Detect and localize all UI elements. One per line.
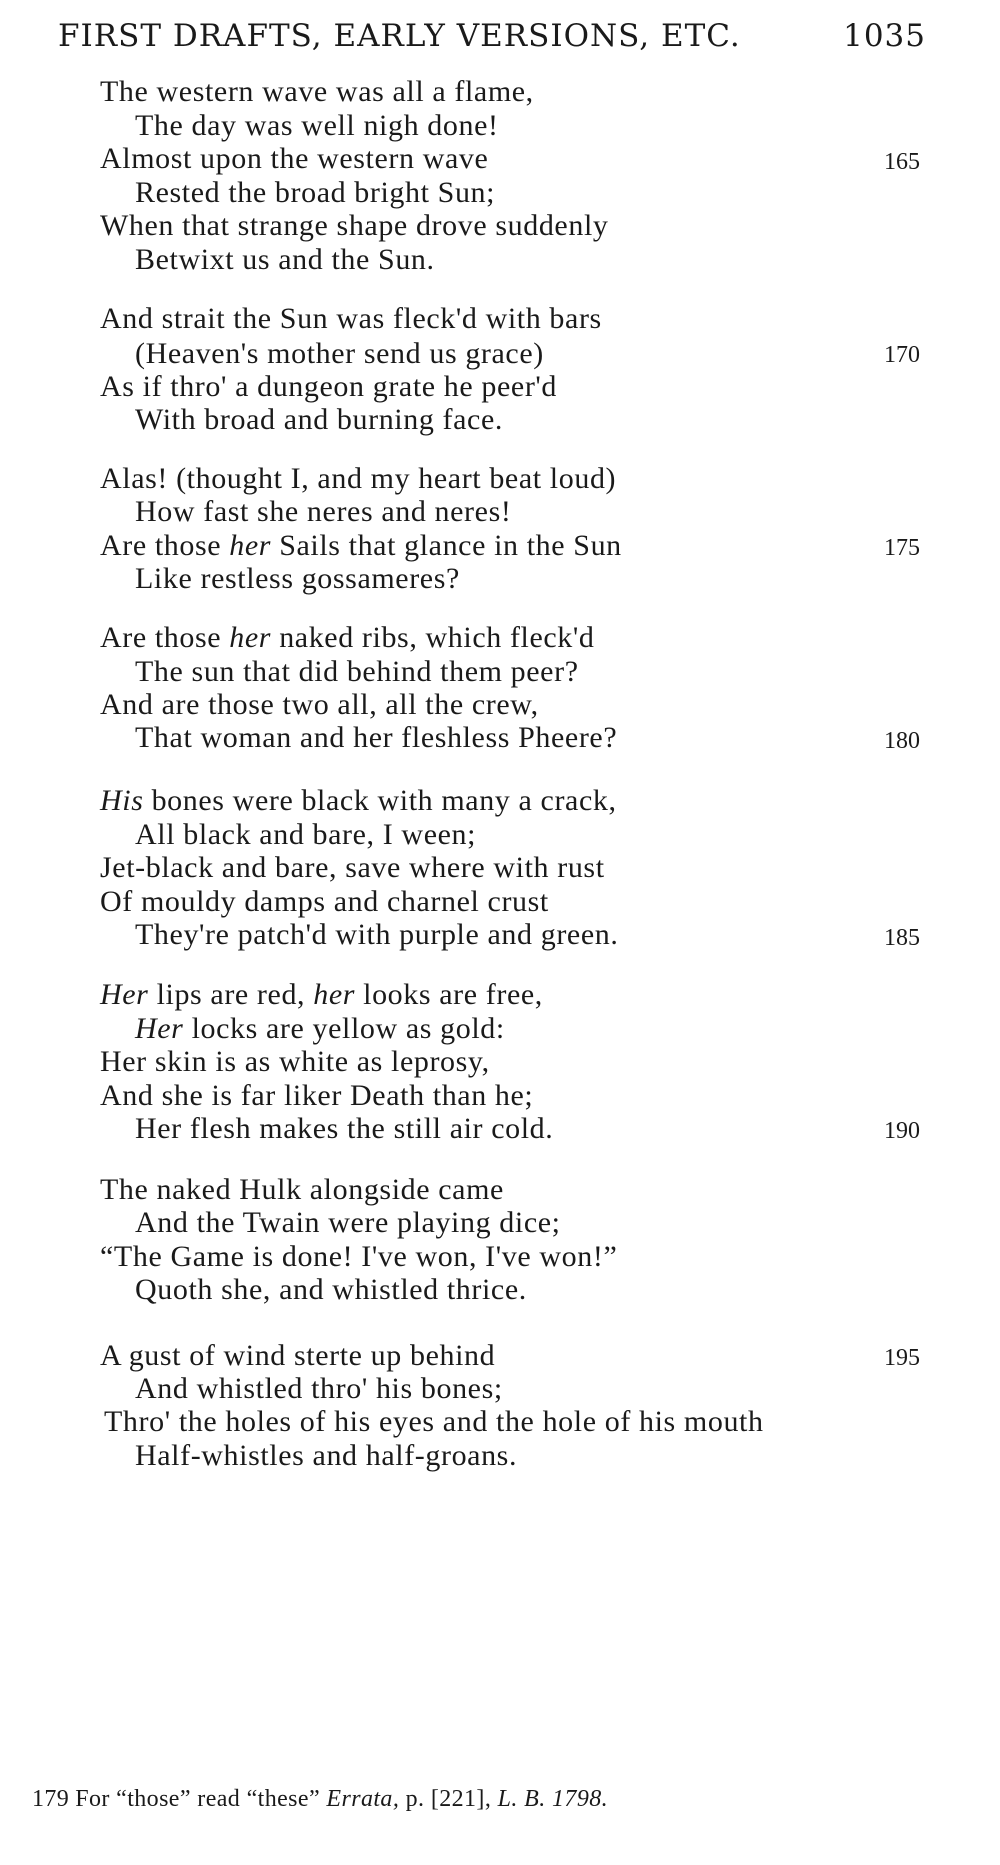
line-number: 190 <box>884 1118 920 1144</box>
poem-line: And the Twain were playing dice; <box>135 1206 561 1239</box>
footnote: 179 For “those” read “these” Errata, p. [221], L. B. 1798. <box>32 1786 609 1812</box>
running-header <box>58 18 938 54</box>
poem-line: Half-whistles and half-groans. <box>135 1439 518 1472</box>
poem-line: The day was well nigh done! <box>135 109 499 142</box>
poem-line: Thro' the holes of his eyes and the hole of his mouth <box>104 1405 764 1438</box>
poem-line: A gust of wind sterte up behind <box>100 1339 496 1372</box>
poem-line: As if thro' a dungeon grate he peer'd <box>100 370 558 403</box>
poem-line: Are those her Sails that glance in the Sun <box>100 529 622 562</box>
poem-line: Like restless gossameres? <box>135 562 460 595</box>
line-number: 180 <box>884 728 920 754</box>
line-number: 185 <box>884 925 920 951</box>
footnote-line-ref: 179 <box>32 1786 70 1812</box>
poem-line: The sun that did behind them peer? <box>135 655 579 688</box>
line-number: 195 <box>884 1345 920 1371</box>
header-title: FIRST DRAFTS, EARLY VERSIONS, ETC. <box>58 18 741 54</box>
line-number: 175 <box>884 535 920 561</box>
line-number: 165 <box>884 149 920 175</box>
poem-line: (Heaven's mother send us grace) <box>135 337 544 370</box>
poem-line: Are those her naked ribs, which fleck'd <box>100 621 595 654</box>
poem-line: All black and bare, I ween; <box>135 818 477 851</box>
poem-line: With broad and burning face. <box>135 403 503 436</box>
poem-line: When that strange shape drove suddenly <box>100 209 609 242</box>
poem-line: And are those two all, all the crew, <box>100 688 539 721</box>
poem-line: And strait the Sun was fleck'd with bars <box>100 302 602 335</box>
poem-line: How fast she neres and neres! <box>135 495 512 528</box>
poem-line: And whistled thro' his bones; <box>135 1372 503 1405</box>
poem-line: Her locks are yellow as gold: <box>135 1012 505 1045</box>
poem-line: They're patch'd with purple and green. <box>135 918 619 951</box>
poem-line: The western wave was all a flame, <box>100 75 534 108</box>
poem-line: The naked Hulk alongside came <box>100 1173 504 1206</box>
poem-line: Rested the broad bright Sun; <box>135 176 496 209</box>
poem-line: Betwixt us and the Sun. <box>135 243 435 276</box>
poem-line: Almost upon the western wave <box>100 142 489 175</box>
poem-line: His bones were black with many a crack, <box>100 784 617 817</box>
poem-line: Her lips are red, her looks are free, <box>100 978 543 1011</box>
poem-line: Of mouldy damps and charnel crust <box>100 885 549 918</box>
poem-line: Quoth she, and whistled thrice. <box>135 1273 527 1306</box>
line-number: 170 <box>884 342 920 368</box>
poem-line: “The Game is done! I've won, I've won!” <box>100 1240 618 1273</box>
poem-line: Her skin is as white as leprosy, <box>100 1045 490 1078</box>
poem-line: Alas! (thought I, and my heart beat loud) <box>100 462 617 495</box>
header-page-number: 1035 <box>843 18 926 54</box>
poem-line: Her flesh makes the still air cold. <box>135 1112 554 1145</box>
poem-line: And she is far liker Death than he; <box>100 1079 534 1112</box>
poem-line: Jet-black and bare, save where with rust <box>100 851 605 884</box>
poem-line: That woman and her fleshless Pheere? <box>135 721 618 754</box>
